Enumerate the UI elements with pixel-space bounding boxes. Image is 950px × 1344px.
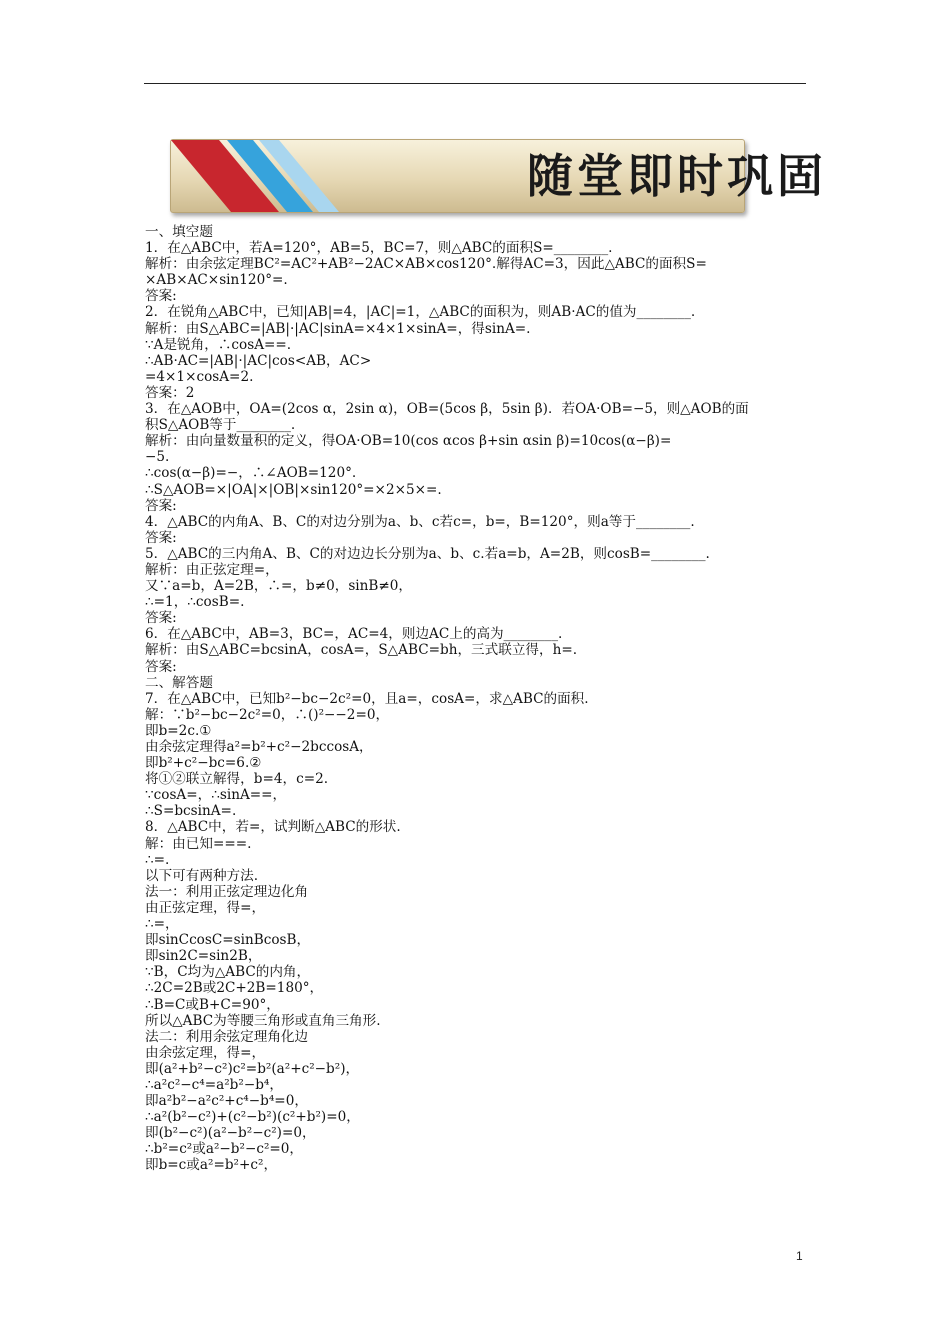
text-line: ∵cosA=，∴sinA==， (145, 787, 287, 804)
text-line: 1．在△ABC中，若A=120°，AB=5，BC=7，则△ABC的面积S=________. (145, 240, 613, 257)
text-line: ∴cos(α−β)=−，∴∠AOB=120°. (145, 465, 357, 482)
text-line: 答案: (145, 610, 177, 627)
text-line: 即(a²+b²−c²)c²=b²(a²+c²−b²)， (145, 1060, 360, 1077)
text-line: 即a²b²−a²c²+c⁴−b⁴=0， (145, 1093, 308, 1110)
text-line: 8．△ABC中，若=，试判断△ABC的形状. (145, 819, 401, 836)
text-line: 解析：由正弦定理=， (145, 561, 279, 578)
text-line: 4．△ABC的内角A、B、C的对边分别为a、b、c若c=，b=，B=120°，则a等于________. (145, 513, 695, 530)
text-line: 由余弦定理得a²=b²+c²−2bccosA， (145, 739, 373, 755)
text-line: 7．在△ABC中，已知b²−bc−2c²=0，且a=，cosA=，求△ABC的面积. (145, 690, 589, 707)
text-line: 6．在△ABC中，AB=3，BC=，AC=4，则边AC上的高为________. (145, 626, 563, 643)
text-line: ∴2C=2B或2C+2B=180°， (145, 980, 324, 997)
text-line: 一、填空题 (145, 224, 213, 240)
text-line: 由余弦定理，得=， (145, 1044, 266, 1061)
text-line: 答案: (145, 497, 177, 514)
text-line: ∴a²c²−c⁴=a²b²−b⁴， (145, 1076, 283, 1093)
text-line: 即b²+c²−bc=6.② (145, 755, 262, 772)
text-line: 所以△ABC为等腰三角形或直角三角形. (145, 1012, 381, 1029)
text-line: ∴=1，∴cosB=. (145, 594, 245, 611)
text-line: 解析：由向量数量积的定义，得OA·OB=10(cos αcos β+sin αsin β)=10cos(α−β)= (145, 433, 672, 450)
text-line: 答案: (145, 288, 177, 305)
header-rule (144, 83, 806, 84)
text-line: 解析：由余弦定理BC²=AC²+AB²−2AC×AB×cos120°.解得AC=3，因此△ABC的面积S= (145, 256, 707, 273)
text-line: −5. (145, 449, 170, 466)
text-line: 法二：利用余弦定理角化边 (145, 1028, 309, 1045)
text-line: ∴a²(b²−c²)+(c²−b²)(c²+b²)=0， (145, 1109, 360, 1126)
text-line: 即b=2c.① (145, 722, 212, 739)
text-line: 由正弦定理，得=， (145, 899, 266, 916)
text-line: 3．在△AOB中，OA=(2cos α，2sin α)，OB=(5cos β，5sin β)．若OA·OB=−5，则△AOB的面 (145, 401, 749, 418)
text-line: =4×1×cosA=2. (145, 368, 254, 385)
text-line: ∴AB·AC=|AB|·|AC|cos<AB，AC> (145, 352, 372, 369)
text-line: 二、解答题 (145, 674, 213, 691)
section-banner (170, 139, 827, 213)
text-line: 5．△ABC的三内角A、B、C的对边边长分别为a、b、c.若a=b，A=2B，则cosB=________. (145, 545, 710, 562)
text-line: 积S△AOB等于________. (145, 417, 296, 434)
text-line: ∴S=bcsinA=. (145, 803, 237, 820)
text-line: ∴B=C或B+C=90°， (145, 996, 280, 1013)
text-line: 将①②联立解得，b=4，c=2. (145, 771, 329, 788)
text-line: 以下可有两种方法. (145, 867, 259, 884)
text-line: 答案: (145, 529, 177, 546)
text-line: 答案: (145, 658, 177, 675)
text-line: 又∵a=b，A=2B，∴=，b≠0，sinB≠0， (145, 578, 413, 595)
text-line: ∵A是锐角，∴cosA==. (145, 336, 292, 353)
text-line: 法一：利用正弦定理边化角 (145, 883, 309, 900)
text-line: ∴S△AOB=×|OA|×|OB|×sin120°=×2×5×=. (145, 481, 442, 498)
text-line: 解析：由S△ABC=bcsinA，cosA=，S△ABC=bh，三式联立得，h=. (145, 642, 578, 659)
text-line: 解：∵b²−bc−2c²=0，∴()²−−2=0， (145, 706, 390, 723)
text-line: 即sin2C=sin2B， (145, 948, 262, 965)
text-line: ×AB×AC×sin120°=. (145, 272, 288, 289)
banner-title: 随堂即时巩固 (527, 149, 827, 203)
text-line: ∵B，C均为△ABC的内角， (145, 964, 311, 981)
document-body (145, 224, 810, 1174)
text-line: ∴=. (145, 851, 170, 868)
text-line: 解析：由S△ABC=|AB|·|AC|sinA=×4×1×sinA=，得sinA=. (145, 320, 531, 337)
page-number: 1 (796, 1249, 803, 1263)
text-line: 即b=c或a²=b²+c²， (145, 1157, 278, 1174)
text-line: ∴=， (145, 916, 179, 933)
text-line: 解：由已知===. (145, 835, 252, 852)
text-line: ∴b²=c²或a²−b²−c²=0， (145, 1141, 304, 1158)
text-line: 2．在锐角△ABC中，已知|AB|=4，|AC|=1，△ABC的面积为，则AB·AC的值为________. (145, 304, 696, 321)
text-line: 即(b²−c²)(a²−b²−c²)=0， (145, 1125, 316, 1142)
text-line: 答案：2 (145, 384, 195, 401)
text-line: 即sinCcosC=sinBcosB， (145, 932, 311, 949)
